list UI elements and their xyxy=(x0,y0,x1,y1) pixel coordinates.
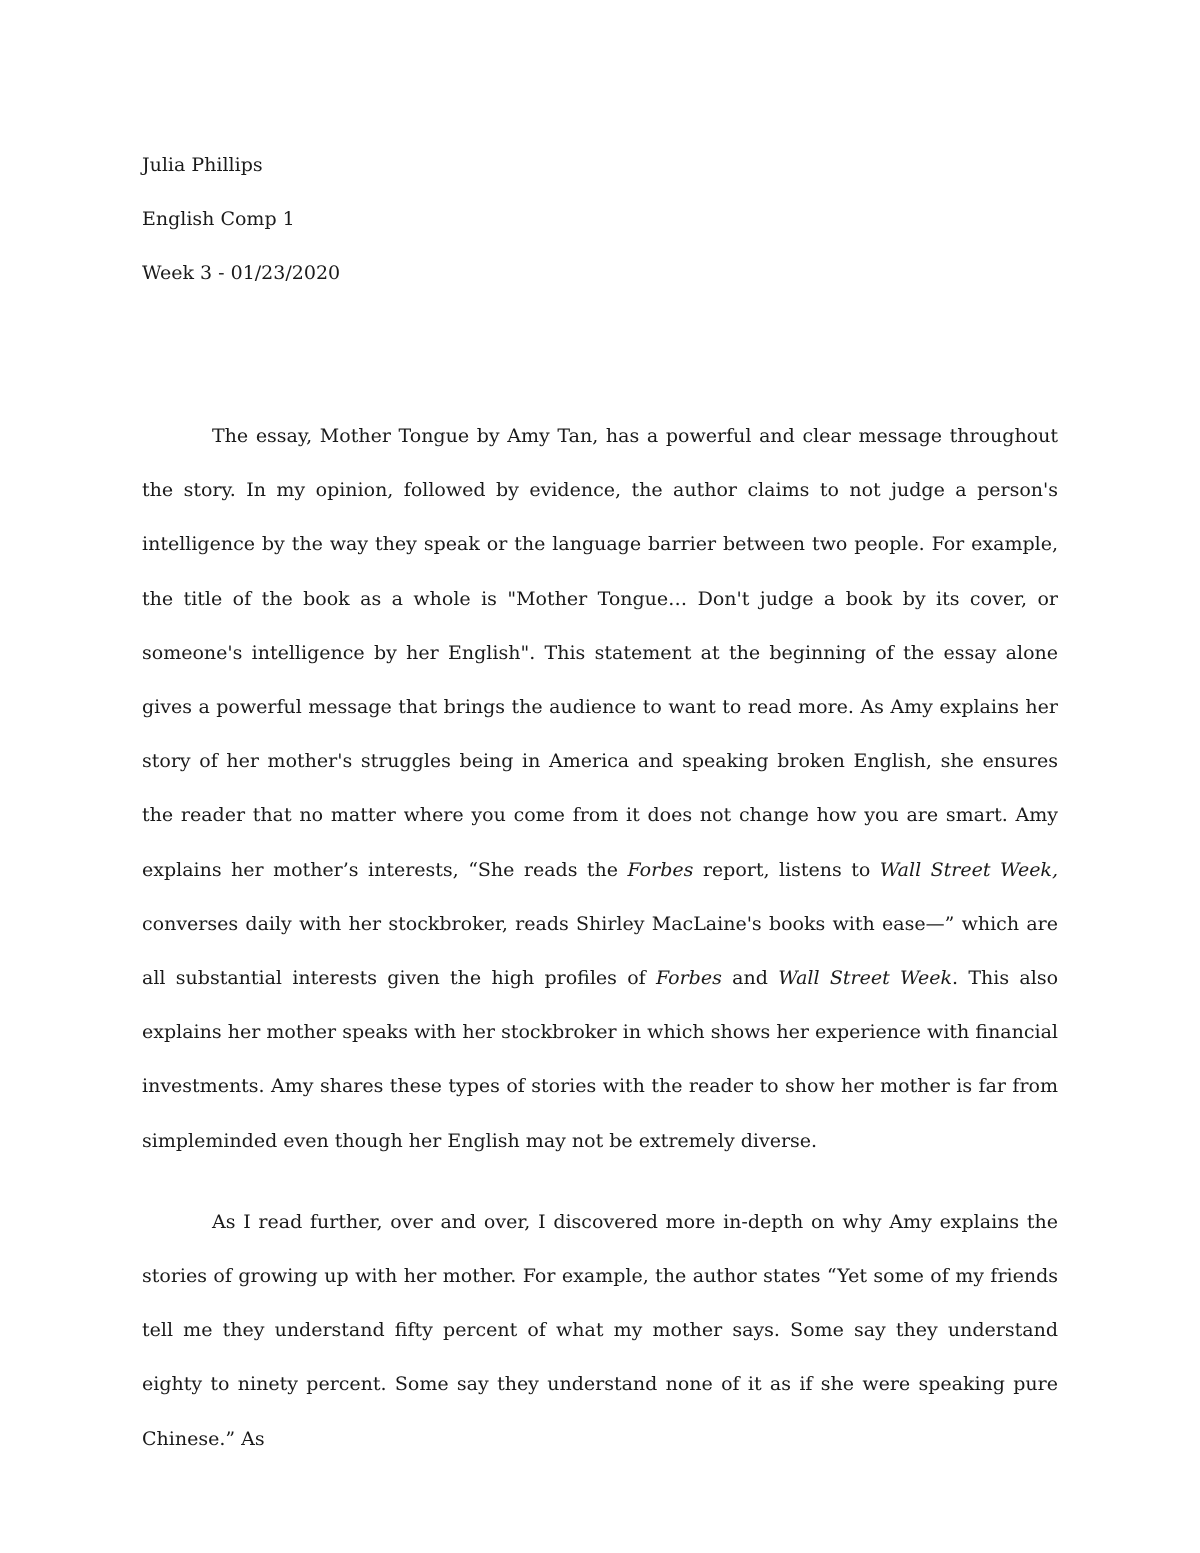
paragraph-1-italic-forbes: Forbes xyxy=(627,858,694,881)
essay-paragraph-1 xyxy=(142,409,1058,1168)
paragraph-gap xyxy=(142,1168,1058,1195)
course-name: English Comp 1 xyxy=(142,208,295,231)
paragraph-2-text: As I read further, over and over, I discovered more in-depth on why Amy explains the stories of growing up with her mother. For example, the author states “Yet some of my friends tell me they understand fifty percent of what my mother says. Some say they understand eighty to ninety percent. Some say they understand none of it as if she were speaking pure Chinese.” As xyxy=(142,1210,1058,1450)
paragraph-1-text-d: and xyxy=(721,966,779,989)
paragraph-1-text-c: converses daily with her stockbroker, reads Shirley MacLaine's books with ease—” which are all substantial interests given the high profiles of xyxy=(142,912,1058,989)
paragraph-1-italic-wall-street-week-2: Wall Street Week xyxy=(778,966,953,989)
assignment-date: Week 3 - 01/23/2020 xyxy=(142,262,341,285)
paragraph-1-text-a: The essay, Mother Tongue by Amy Tan, has a powerful and clear message throughout the story. In my opinion, followed by evidence, the author claims to not judge a person's intelligence by the way they speak or the language barrier between two people. For example, the title of the book as a whole is "Mother Tongue… Don't judge a book by its cover, or someone's intelligence by her English". This statement at the beginning of the essay alone gives a powerful message that brings the audience to want to read more. As Amy explains her story of her mother's struggles being in America and speaking broken English, she ensures the reader that no matter where you come from it does not change how you are smart. Amy explains her mother’s interests, “She reads the xyxy=(142,424,1058,881)
document-body xyxy=(142,138,1058,1466)
paragraph-1-text-e: . This also explains her mother speaks with her stockbroker in which shows her experience with financial investments. Amy shares these types of stories with the reader to show her mother is far from simpleminded even though her English may not be extremely diverse. xyxy=(142,966,1059,1152)
author-name: Julia Phillips xyxy=(142,154,263,176)
header-spacer xyxy=(142,301,1058,409)
paragraph-1-italic-wall-street-week: Wall Street Week, xyxy=(879,858,1058,881)
essay-paragraph-2 xyxy=(142,1195,1058,1466)
paragraph-1-italic-forbes-2: Forbes xyxy=(656,966,722,989)
paragraph-1-text-b: report, listens to xyxy=(693,858,880,881)
